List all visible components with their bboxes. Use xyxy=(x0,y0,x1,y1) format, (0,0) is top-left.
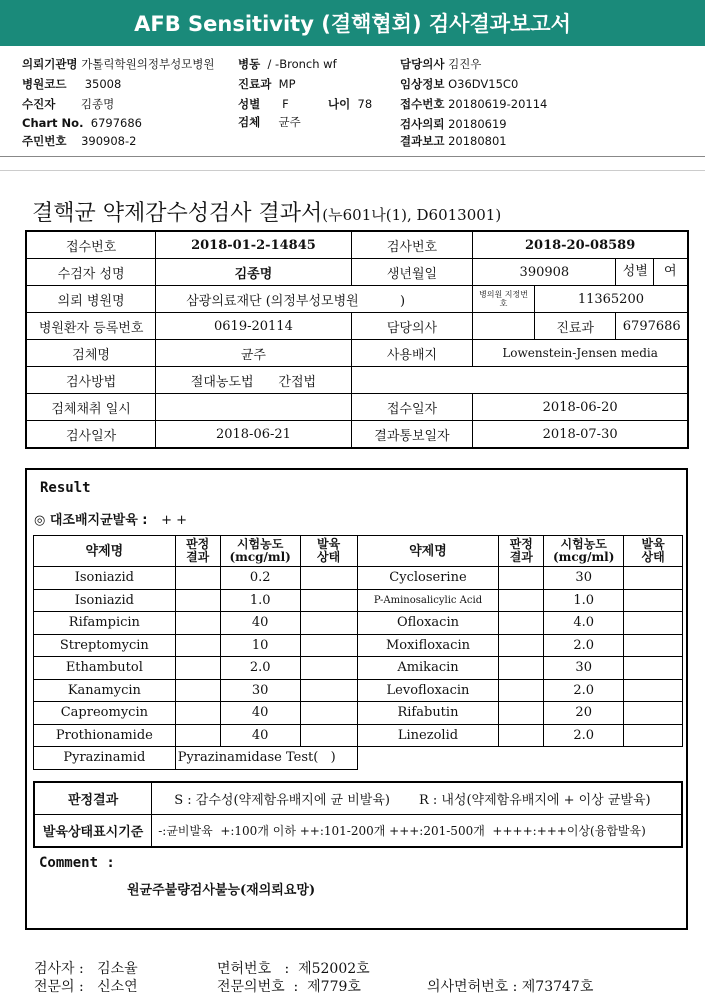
drug-table xyxy=(33,535,683,770)
judge-result xyxy=(499,657,544,680)
drug-name: Isoniazid xyxy=(34,589,176,612)
value-patient: 김종명 xyxy=(80,97,115,111)
growth-status xyxy=(624,679,683,702)
value-collect-date xyxy=(156,394,351,421)
growth-status xyxy=(300,567,357,590)
value-method-indirect: 간접법 xyxy=(278,374,317,390)
judge-result xyxy=(175,657,220,680)
value-hospital: 삼광의료재단 (의정부성모병원 ) xyxy=(156,286,473,313)
label-media: 사용배지 xyxy=(351,340,473,367)
test-concentration: 2.0 xyxy=(220,657,300,680)
value-hospital-code: 35008 xyxy=(84,77,122,91)
label-patient: 수검자 성명 xyxy=(26,259,156,286)
header-drug: 약제명 xyxy=(357,536,499,567)
test-concentration: 1.0 xyxy=(220,589,300,612)
empty-cell xyxy=(357,747,682,770)
header-growth: 발육 상태 xyxy=(624,536,683,567)
label-test-date: 검사일자 xyxy=(26,421,156,449)
label-requesting-org: 의뢰기관명 xyxy=(22,57,78,71)
test-concentration: 2.0 xyxy=(544,679,624,702)
test-concentration: 0.2 xyxy=(220,567,300,590)
test-concentration: 30 xyxy=(544,567,624,590)
header-judge: 판정 결과 xyxy=(499,536,544,567)
label-specialist: 전문의 : xyxy=(34,979,84,995)
drug-row xyxy=(34,657,683,680)
growth-status xyxy=(300,657,357,680)
drug-name: Rifampicin xyxy=(34,612,176,635)
comment-text: 원균주불량검사불능(재의뢰요망) xyxy=(127,883,316,898)
value-reception-no: 2018-01-2-14845 xyxy=(156,231,351,259)
drug-name: Rifabutin xyxy=(357,702,499,725)
info-line-1 xyxy=(22,56,215,72)
header-conc: 시험농도 (mcg/ml) xyxy=(220,536,300,567)
value-exam-no: 2018-20-08589 xyxy=(473,231,688,259)
growth-status xyxy=(624,657,683,680)
value-chart-no: 6797686 xyxy=(90,116,142,130)
label-notify-date: 결과통보일자 xyxy=(351,421,473,449)
value-specialist-no: 제779호 xyxy=(307,979,361,995)
label-reception-no: 접수번호 xyxy=(400,97,445,111)
value-notify-date: 2018-07-30 xyxy=(473,421,688,449)
value-reg-no: 0619-20114 xyxy=(156,313,351,340)
header-title: AFB Sensitivity (결핵협회) 검사결과보고서 xyxy=(134,12,571,36)
judge-result xyxy=(175,679,220,702)
label-hospital-code: 병원코드 xyxy=(22,77,67,91)
drug-row xyxy=(34,612,683,635)
growth-status xyxy=(624,567,683,590)
judge-result xyxy=(175,724,220,747)
control-value: + + xyxy=(161,513,187,528)
drug-name: Capreomycin xyxy=(34,702,176,725)
value-method-absolute: 절대농도법 xyxy=(190,374,254,390)
value-exam-request: 20180619 xyxy=(448,117,507,131)
label-patient: 수진자 xyxy=(22,97,56,111)
value-dept: MP xyxy=(278,77,296,91)
test-concentration: 2.0 xyxy=(544,724,624,747)
test-concentration: 40 xyxy=(220,612,300,635)
label-specimen: 검체명 xyxy=(26,340,156,367)
control-growth xyxy=(34,509,187,528)
value-examiner: 김소율 xyxy=(97,961,138,977)
growth-status xyxy=(624,634,683,657)
judge-result xyxy=(499,702,544,725)
test-concentration: 30 xyxy=(220,679,300,702)
growth-status xyxy=(300,702,357,725)
drug-name: Kanamycin xyxy=(34,679,176,702)
value-license: 제52002호 xyxy=(298,961,370,977)
label-hospital-code: 병의원 지정번호 xyxy=(473,286,535,313)
judge-result xyxy=(499,612,544,635)
value-dob: 390908 xyxy=(473,259,616,286)
label-sex: 성별 xyxy=(617,259,654,285)
judge-result xyxy=(175,567,220,590)
test-concentration: 40 xyxy=(220,724,300,747)
header-judge: 판정 결과 xyxy=(175,536,220,567)
growth-status xyxy=(624,589,683,612)
drug-row xyxy=(34,724,683,747)
value-result-report: 20180801 xyxy=(448,134,507,148)
drug-name: Ethambutol xyxy=(34,657,176,680)
comment-label: Comment : xyxy=(39,855,115,871)
label-clinical-info: 임상정보 xyxy=(400,77,445,91)
label-growth-criteria: 발육상태표시기준 xyxy=(34,815,152,848)
control-label: ◎ 대조배지균발육 : xyxy=(34,513,148,528)
value-specimen: 균주 xyxy=(278,115,301,129)
drug-row xyxy=(34,589,683,612)
drug-name: Prothionamide xyxy=(34,724,176,747)
growth-status xyxy=(300,679,357,702)
test-concentration: 40 xyxy=(220,702,300,725)
label-sex: 성별 xyxy=(238,97,261,111)
drug-row xyxy=(34,702,683,725)
label-doctor-license: 의사면허번호 : xyxy=(427,979,518,995)
judge-result xyxy=(499,724,544,747)
label-collect-date: 검체채취 일시 xyxy=(26,394,156,421)
judge-result xyxy=(175,589,220,612)
drug-name: Pyrazinamid xyxy=(34,747,176,770)
growth-status xyxy=(300,589,357,612)
label-examiner: 검사자 : xyxy=(34,961,84,977)
drug-row xyxy=(34,567,683,590)
value-age: 78 xyxy=(357,97,373,111)
value-requesting-org: 가톨릭학원의정부성모병원 xyxy=(81,57,215,71)
label-hospital: 의뢰 병원명 xyxy=(26,286,156,313)
value-resident-no: 390908-2 xyxy=(81,134,137,148)
drug-name: Ofloxacin xyxy=(357,612,499,635)
label-exam-no: 검사번호 xyxy=(351,231,473,259)
label-specimen: 검체 xyxy=(238,115,261,129)
value-reception-no: 20180619-20114 xyxy=(448,97,548,111)
label-attending: 담당의사 xyxy=(351,313,473,340)
value-receive-date: 2018-06-20 xyxy=(473,394,688,421)
pyrazinamidase-test: Pyrazinamidase Test( ) xyxy=(175,747,357,770)
header-drug: 약제명 xyxy=(34,536,176,567)
drug-name: Streptomycin xyxy=(34,634,176,657)
growth-status xyxy=(300,724,357,747)
value-specialist: 신소연 xyxy=(97,979,138,995)
label-reception-no: 접수번호 xyxy=(26,231,156,259)
value-patient: 김종명 xyxy=(156,259,351,286)
drug-row xyxy=(34,679,683,702)
growth-status xyxy=(624,702,683,725)
value-test-date: 2018-06-21 xyxy=(156,421,351,449)
test-concentration: 20 xyxy=(544,702,624,725)
label-license: 면허번호 : xyxy=(217,961,290,977)
drug-name: Cycloserine xyxy=(357,567,499,590)
legend-susceptible: S : 감수성(약제함유배지에 균 비발육) xyxy=(174,793,390,808)
label-chart-no: Chart No. xyxy=(22,116,84,130)
drug-name: Amikacin xyxy=(357,657,499,680)
value-media: Lowenstein-Jensen media xyxy=(473,340,688,367)
label-age: 나이 xyxy=(328,97,351,111)
result-label: Result xyxy=(40,480,91,496)
label-reg-no: 병원환자 등록번호 xyxy=(26,313,156,340)
value-hospital-code: 11365200 xyxy=(534,286,688,313)
drug-name: P-Aminosalicylic Acid xyxy=(357,589,499,612)
pyrazinamid-row xyxy=(34,747,683,770)
judge-result xyxy=(499,679,544,702)
growth-status xyxy=(300,634,357,657)
label-dob: 생년월일 xyxy=(351,259,473,286)
header-growth: 발육 상태 xyxy=(300,536,357,567)
value-specimen: 균주 xyxy=(156,340,351,367)
test-concentration: 4.0 xyxy=(544,612,624,635)
label-judge-result: 판정결과 xyxy=(34,782,152,815)
value-ward: / -Bronch wf xyxy=(267,57,337,71)
test-concentration: 30 xyxy=(544,657,624,680)
drug-table-header xyxy=(34,536,683,567)
report-header xyxy=(0,0,705,46)
value-doctor-license: 제73747호 xyxy=(521,979,594,995)
drug-name: Linezolid xyxy=(357,724,499,747)
report-subtitle: (누601나(1), D6013001) xyxy=(322,206,502,224)
label-receive-date: 접수일자 xyxy=(351,394,473,421)
label-ward: 병동 xyxy=(238,57,261,71)
growth-status xyxy=(300,612,357,635)
value-dept: 6797686 xyxy=(616,313,688,340)
drug-row xyxy=(34,634,683,657)
summary-table xyxy=(25,230,689,449)
judge-result xyxy=(499,634,544,657)
judge-result xyxy=(499,567,544,590)
drug-name: Levofloxacin xyxy=(357,679,499,702)
label-method: 검사방법 xyxy=(26,367,156,394)
test-concentration: 10 xyxy=(220,634,300,657)
label-specialist-no: 전문의번호 : xyxy=(217,979,299,995)
legend-growth-criteria: -:균비발육 +:100개 이하 ++:101-200개 +++:201-500개 ++++:+++이상(융합발육) xyxy=(152,815,682,848)
growth-status xyxy=(624,612,683,635)
value-sex: F xyxy=(282,97,289,111)
label-doctor: 담당의사 xyxy=(400,57,445,71)
label-resident-no: 주민번호 xyxy=(22,134,67,148)
value-clinical-info: O36DV15C0 xyxy=(448,77,519,91)
label-dept: 진료과 xyxy=(238,77,272,91)
judge-result xyxy=(499,589,544,612)
legend-table xyxy=(33,781,683,848)
judge-result xyxy=(175,702,220,725)
legend-resistant: R : 내성(약제함유배지에 + 이상 균발육) xyxy=(418,793,651,808)
header-conc: 시험농도 (mcg/ml) xyxy=(544,536,624,567)
divider xyxy=(0,170,705,171)
value-sex: 여 xyxy=(663,264,677,279)
label-dept: 진료과 xyxy=(534,313,616,340)
test-concentration: 1.0 xyxy=(544,589,624,612)
report-title-text: 결핵균 약제감수성검사 결과서 xyxy=(32,201,323,226)
growth-status xyxy=(624,724,683,747)
drug-name: Isoniazid xyxy=(34,567,176,590)
report-title xyxy=(32,196,501,227)
divider xyxy=(0,156,705,157)
judge-result xyxy=(175,634,220,657)
drug-name: Moxifloxacin xyxy=(357,634,499,657)
label-exam-request: 검사의뢰 xyxy=(400,117,445,131)
judge-result xyxy=(175,612,220,635)
test-concentration: 2.0 xyxy=(544,634,624,657)
value-attending xyxy=(473,313,535,340)
value-doctor: 김진우 xyxy=(448,57,482,71)
label-result-report: 결과보고 xyxy=(400,134,445,148)
